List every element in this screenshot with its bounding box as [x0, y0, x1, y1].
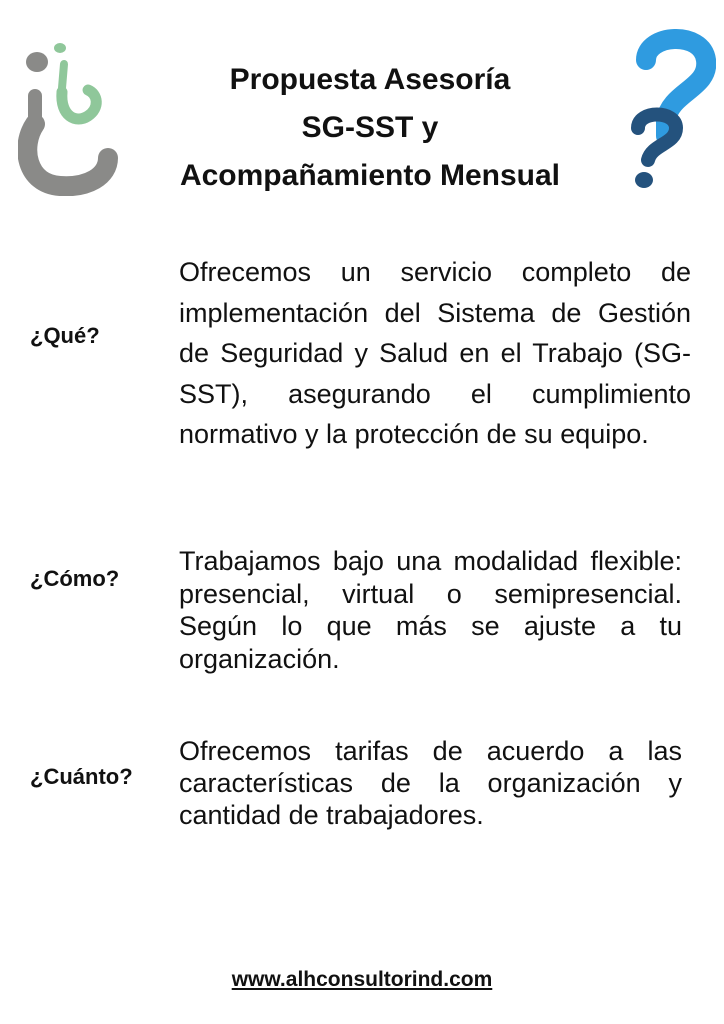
question-mark-decoration-left-icon	[18, 36, 128, 196]
section-text-que: Ofrecemos un servicio completo de implementación del Sistema de Gestión de Seguridad y Salud en el Trabajo (SG-SST), asegurando el cumplimiento normativo y la protección de su equipo.	[179, 257, 691, 449]
section-label-cuanto: ¿Cuánto?	[30, 764, 133, 789]
title-line-3: Acompañamiento Mensual	[179, 159, 561, 192]
question-mark-decoration-right-icon	[622, 26, 716, 190]
page-title	[120, 56, 620, 200]
section-text-como: Trabajamos bajo una modalidad flexible: presencial, virtual o semipresencial. Según lo que más se ajuste a tu organización.	[179, 546, 682, 674]
title-line-1: Propuesta Asesoría	[229, 63, 511, 96]
section-label-que: ¿Qué?	[30, 323, 100, 348]
section-label-como: ¿Cómo?	[30, 566, 120, 591]
title-line-2: SG-SST y	[301, 111, 439, 144]
website-link[interactable]: www.alhconsultorind.com	[231, 968, 493, 991]
section-text-cuanto: Ofrecemos tarifas de acuerdo a las características de la organización y cantidad de trabajadores.	[179, 736, 682, 830]
